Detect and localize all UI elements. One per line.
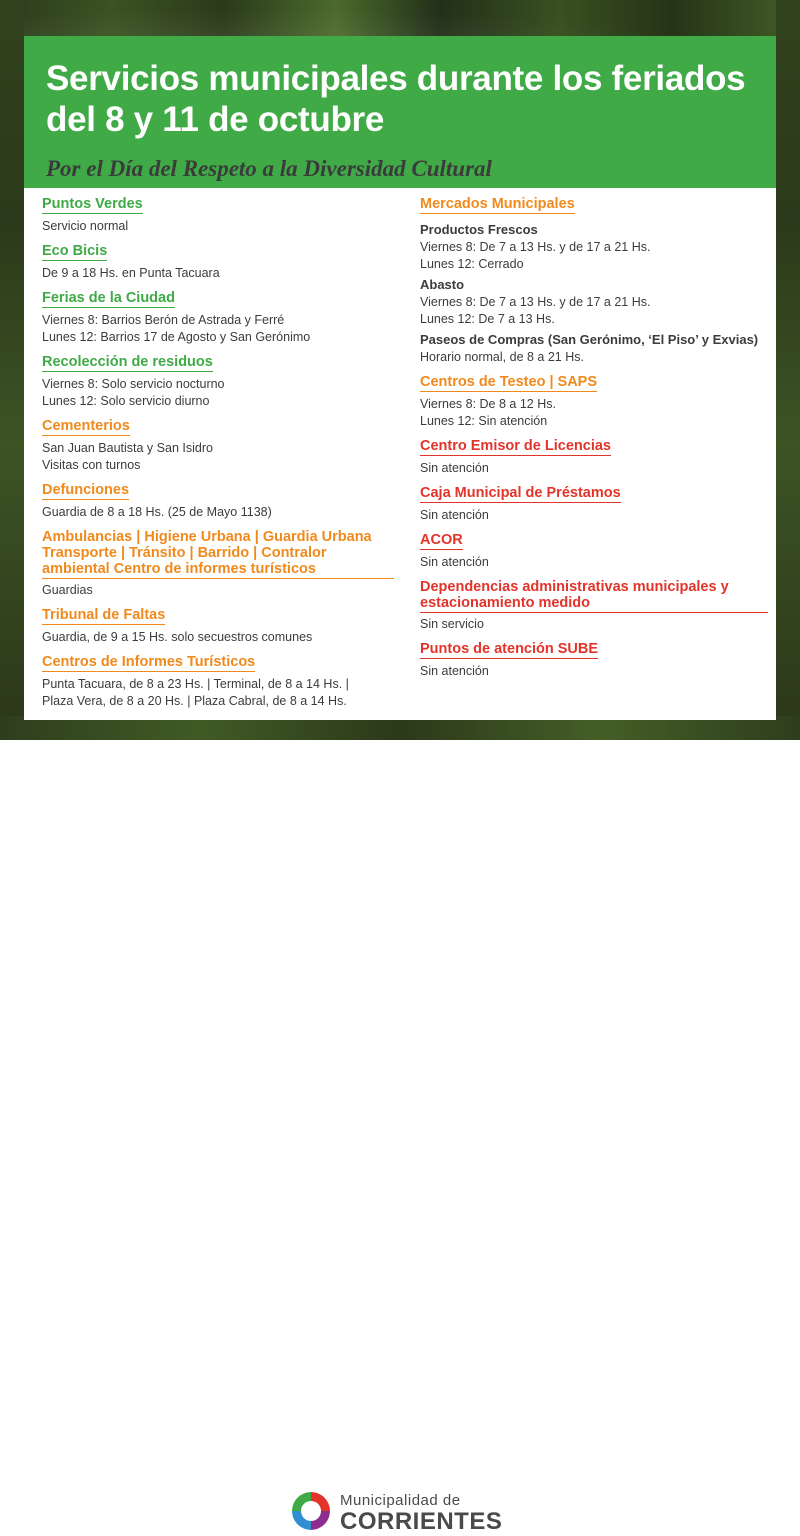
logo-line2: CORRIENTES — [340, 1508, 503, 1535]
service-block — [420, 485, 768, 523]
service-line: Sin atención — [420, 461, 489, 475]
service-heading: Centros de Testeo | SAPS — [420, 374, 598, 390]
service-line: Sin atención — [420, 508, 489, 522]
service-subheading: Paseos de Compras (San Gerónimo, ‘El Piso’ y Exvias) — [420, 332, 759, 347]
page-subtitle: Por el Día del Respeto a la Diversidad Cultural — [46, 156, 492, 181]
service-heading: Defunciones — [42, 482, 130, 498]
service-block — [420, 374, 768, 429]
page-title: Servicios municipales durante los feriados del 8 y 11 de octubre — [46, 59, 746, 139]
service-line: Viernes 8: De 7 a 13 Hs. y de 17 a 21 Hs. — [420, 295, 651, 309]
service-heading: Puntos de atención SUBE — [420, 641, 599, 657]
content-area — [24, 190, 776, 720]
service-heading: Puntos Verdes — [42, 196, 143, 212]
service-line: Guardias — [42, 583, 93, 597]
service-subheading: Productos Frescos — [420, 222, 538, 237]
service-block — [420, 532, 768, 570]
service-heading: ACOR — [420, 532, 463, 548]
service-line: Viernes 8: De 7 a 13 Hs. y de 17 a 21 Hs. — [420, 240, 651, 254]
logo-ring-icon — [292, 1492, 330, 1530]
service-line: De 9 a 18 Hs. en Punta Tacuara — [42, 266, 220, 280]
service-heading: Caja Municipal de Préstamos — [420, 485, 621, 501]
service-block — [42, 196, 394, 234]
service-block — [42, 529, 394, 598]
service-block — [42, 482, 394, 520]
footer — [0, 740, 800, 1535]
service-line: Viernes 8: Solo servicio nocturno — [42, 377, 225, 391]
service-line: Lunes 12: Sin atención — [420, 414, 548, 428]
service-line: Guardia, de 9 a 15 Hs. solo secuestros comunes — [42, 630, 313, 644]
left-column — [42, 196, 394, 718]
left-photo-edge — [0, 0, 24, 740]
service-block — [42, 418, 394, 473]
service-line: Sin atención — [420, 664, 489, 678]
service-block — [420, 196, 768, 365]
service-line: Sin atención — [420, 555, 489, 569]
service-block — [42, 243, 394, 281]
service-line: Horario normal, de 8 a 21 Hs. — [420, 350, 584, 364]
service-heading: Centro Emisor de Licencias — [420, 438, 611, 454]
service-heading: Ferias de la Ciudad — [42, 290, 175, 306]
service-heading: Recolección de residuos — [42, 354, 213, 370]
service-block — [420, 579, 768, 632]
service-line: Lunes 12: De 7 a 13 Hs. — [420, 312, 555, 326]
service-block — [42, 607, 394, 645]
service-line: Punta Tacuara, de 8 a 23 Hs. | Terminal, de 8 a 14 Hs. | — [42, 677, 349, 691]
service-line: Visitas con turnos — [42, 458, 141, 472]
service-heading: Eco Bicis — [42, 243, 108, 259]
service-block — [420, 438, 768, 476]
service-line: Lunes 12: Barrios 17 de Agosto y San Gerónimo — [42, 330, 311, 344]
service-line: Viernes 8: De 8 a 12 Hs. — [420, 397, 556, 411]
service-line: Plaza Vera, de 8 a 20 Hs. | Plaza Cabral, de 8 a 14 Hs. — [42, 694, 347, 708]
service-heading: Dependencias administrativas municipales y estacionamiento medido — [420, 579, 768, 613]
right-photo-edge — [776, 0, 800, 740]
service-line: San Juan Bautista y San Isidro — [42, 441, 213, 455]
service-heading: Mercados Municipales — [420, 196, 575, 212]
logo-line1: Municipalidad de — [340, 1492, 461, 1509]
service-block — [42, 654, 394, 709]
service-block — [420, 641, 768, 679]
service-line: Guardia de 8 a 18 Hs. (25 de Mayo 1138) — [42, 505, 272, 519]
service-block — [42, 290, 394, 345]
service-line: Servicio normal — [42, 219, 129, 233]
service-line: Lunes 12: Solo servicio diurno — [42, 394, 210, 408]
service-heading: Tribunal de Faltas — [42, 607, 166, 623]
service-line: Lunes 12: Cerrado — [420, 257, 524, 271]
right-column — [420, 196, 768, 688]
service-heading: Ambulancias | Higiene Urbana | Guardia Urbana Transporte | Tránsito | Barrido | Contralor ambiental Centro de informes turísticos — [42, 529, 394, 579]
service-block — [42, 354, 394, 409]
service-heading: Centros de Informes Turísticos — [42, 654, 256, 670]
service-line: Sin servicio — [420, 617, 484, 631]
service-line: Viernes 8: Barrios Berón de Astrada y Ferré — [42, 313, 285, 327]
service-subheading: Abasto — [420, 277, 465, 292]
service-heading: Cementerios — [42, 418, 130, 434]
municipality-logo — [292, 1490, 512, 1534]
